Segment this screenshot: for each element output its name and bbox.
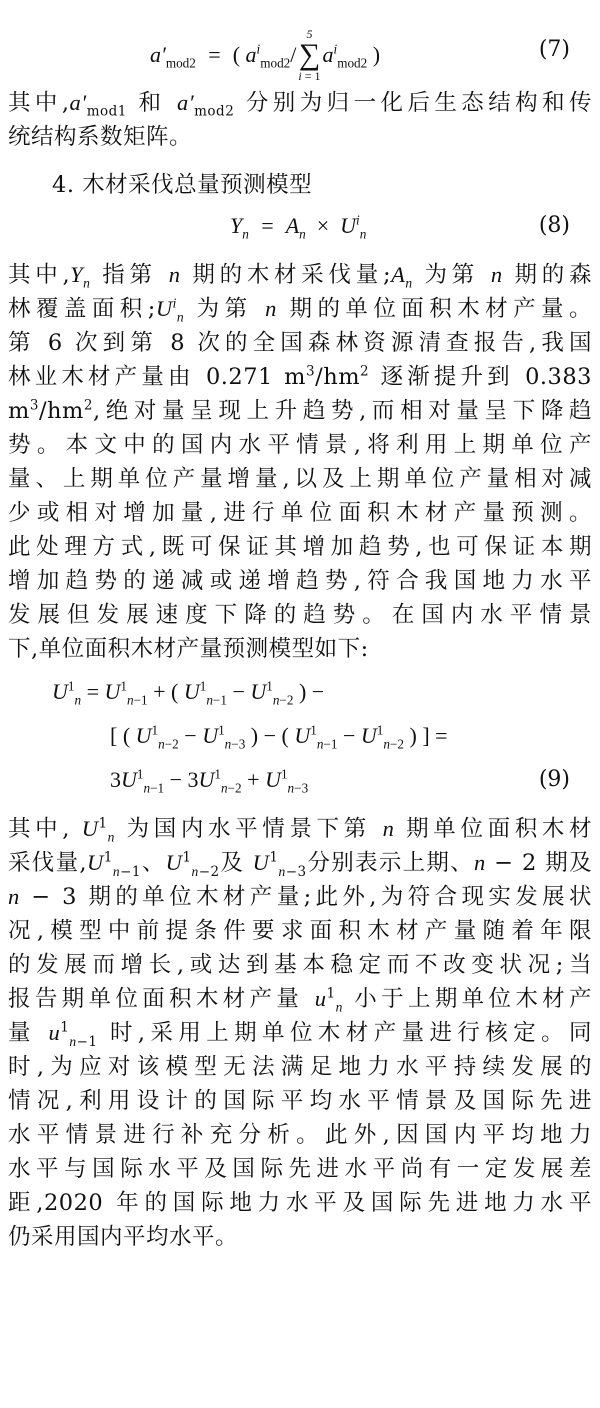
text-line-22: n − 3 期的单位木材产量;此外,为符合现实发展状 [8, 884, 592, 910]
text-line-25: 报告期单位面积木材产量 $u^1_n$ 小于上期单位木材产 [8, 985, 593, 1015]
equation-9-line-3 [0, 760, 600, 800]
text-line-23: 况,模型中前提条件要求面积木材产量随着年限 [8, 918, 592, 944]
text-line-7: 第 6 次到第 8 次的全国森林资源清查报告,我国 [8, 330, 592, 356]
equation-9-line-1 [0, 672, 600, 712]
text-line-10: 势。本文中的国内水平情景,将利用上期单位产 [8, 432, 592, 458]
text-line-21: 采伐量$,U^1_{n-1}$、$U^1_{n-2}$及 $U^1_{n-3}$分别表示上期、n − 2 期及 [8, 849, 593, 880]
text-line-20: 其中, $U^1_n$ 为国内水平情景下第 n 期单位面积木材 [8, 815, 592, 845]
text-line-29: 水平情景进行补充分析。此外,因国内平均地力 [8, 1122, 592, 1148]
equation-8-number: (8) [538, 213, 570, 238]
section-heading: 4. 木材采伐总量预测模型 [52, 172, 313, 198]
text-line-5: 其中$,Y_n$ 指第 n 期的木材采伐量$;A_n$ 为第 n 期的森 [8, 262, 593, 291]
text-line-32: 仍采用国内平均水平。 [8, 1224, 239, 1250]
text-line-24: 的发展而增长,或达到基本稳定而不改变状况;当 [8, 952, 592, 978]
text-line-6: 林覆盖面积$;U^i_n$ 为第 n 期的单位面积木材产量。 [8, 295, 592, 325]
equation-8 [0, 206, 600, 246]
equation-9-part-2: [ ( $U^1_{n-2} - U^1_{n-3}$ ) − ( $U^1_{n-1} - U^1_{n-2}$ ) ] = [110, 722, 448, 752]
equation-7-number: (7) [538, 37, 570, 62]
text-line-13: 此处理方式,既可保证其增加趋势,也可保证本期 [8, 534, 592, 560]
equation-7-body: $a'_{mod2}$ = ( $a^i_{mod2}/$ 5 ∑ i = 1 $a^i_{mod2}$ ) [150, 27, 381, 83]
text-line-30: 水平与国际水平及国际先进水平尚有一定发展差 [8, 1156, 592, 1182]
equation-9-part-1: $U^1_n = U^1_{n-1}$ + ( $U^1_{n-1} - U^1_{n-2}$ ) − [52, 678, 325, 708]
text-line-11: 量、上期单位产量增量,以及上期单位产量相对减 [8, 466, 592, 492]
equation-9-part-3: $3U^1_{n-1} - 3U^1_{n-2} + U^1_{n-3}$ [110, 766, 309, 796]
equation-9-number: (9) [538, 767, 570, 792]
text-line-8: 林业木材产量由 0.271 $m^3/hm^2$ 逐渐提升到 0.383 [8, 363, 592, 390]
equation-9-line-2 [0, 716, 600, 756]
text-line-12: 少或相对增加量,进行单位面积木材产量预测。 [8, 500, 592, 526]
summation-symbol: 5 ∑ i = 1 [298, 27, 321, 83]
text-line-15: 发展但发展速度下降的趋势。在国内水平情景 [8, 602, 592, 628]
text-line-14: 增加趋势的递减或递增趋势,符合我国地力水平 [8, 568, 592, 594]
text-line-2: 统结构系数矩阵。 [8, 124, 193, 150]
text-line-9: $m^3/hm^2$,绝对量呈现上升趋势,而相对量呈下降趋 [8, 397, 592, 424]
text-line-27: 时,为应对该模型无法满足地力水平持续发展的 [8, 1054, 592, 1080]
text-line-16: 下,单位面积木材产量预测模型如下: [8, 636, 369, 662]
text-line-1: 其中$,a'_{mod1}$ 和 $a'_{mod2}$ 分别为归一化后生态结构和传 [8, 90, 593, 120]
equation-8-body: $Y_n = A_n \times U^i_n$ [230, 212, 367, 242]
text-line-28: 情况,利用设计的国际平均水平情景及国际先进 [8, 1088, 592, 1114]
text-line-26: 量 $u^1_{n-1}$ 时,采用上期单位木材产量进行核定。同 [8, 1019, 593, 1050]
text-line-31: 距,2020 年的国际地力水平及国际先进地力水平 [8, 1190, 592, 1216]
equation-7 [0, 27, 600, 83]
